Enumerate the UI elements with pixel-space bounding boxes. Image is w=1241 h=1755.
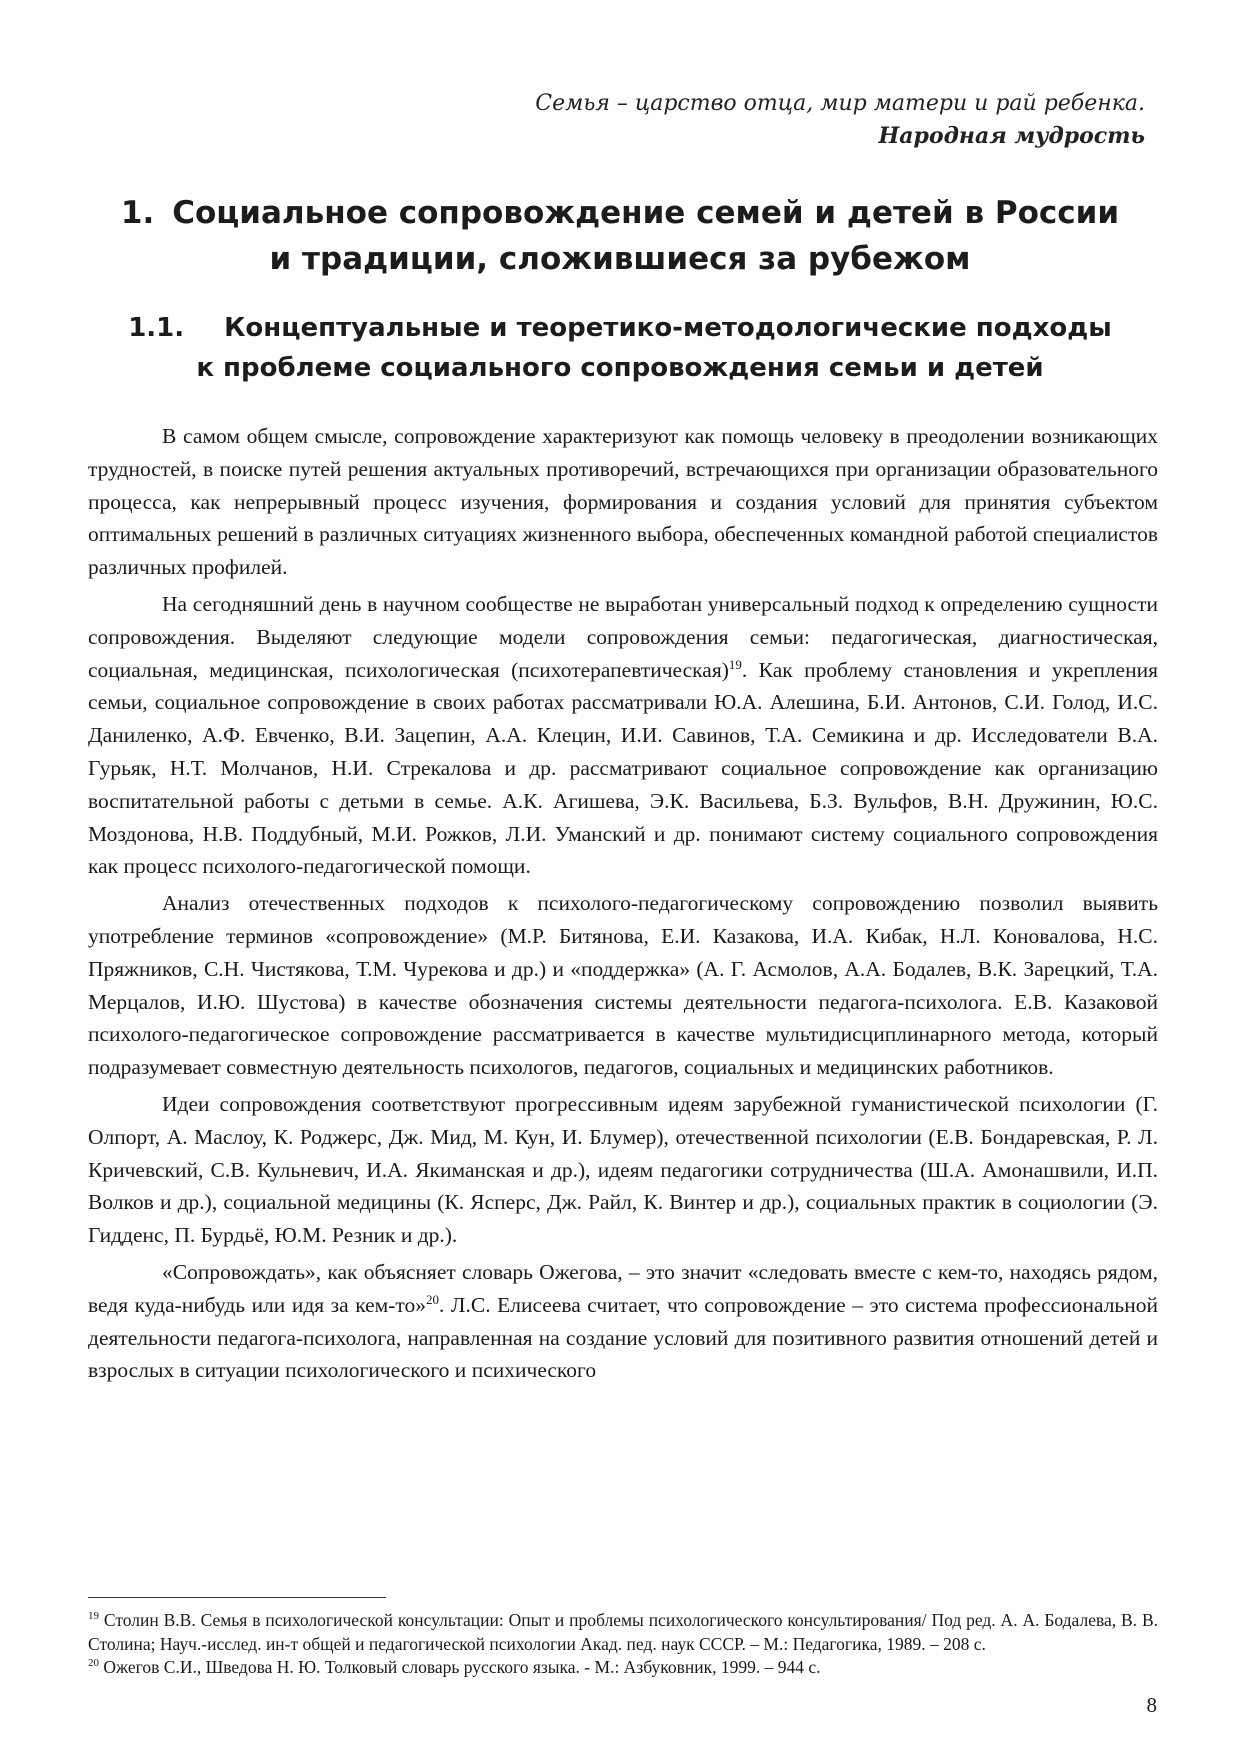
epigraph-quote: Семья – царство отца, мир матери и рай ребенка.	[535, 91, 1145, 116]
paragraph-5-text-a: «Сопровождать», как объясняет словарь Ожегова, – это значит «следовать вместе с кем-то, находясь рядом, ведя куда-нибудь или идя за кем-то»	[88, 1259, 1158, 1317]
epigraph-source: Народная мудрость	[878, 123, 1145, 149]
paragraph-5	[88, 1256, 1158, 1387]
paragraph-2-text-b: . Как проблему становления и укрепления семьи, социальное сопровождение в своих работах рассматривали Ю.А. Алешина, Б.И. Антонов, С.И. Голод, И.С. Даниленко, А.Ф. Евченко, В.И. Зацепин, А.А. Клецин, И.И. Савинов, Т.А. Семикина и др. Исследователи В.А. Гурьяк, Н.Т. Молчанов, Н.И. Стрекалова и др. рассматривают социальное сопровождение как организацию воспитательной работы с детьми в семье. А.К. Агишева, Э.К. Васильева, Б.З. Вульфов, В.Н. Дружинин, Ю.С. Моздонова, Н.В. Поддубный, М.И. Рожков, Л.И. Уманский и др. понимают систему социального сопровождения как процесс психолого-педагогической помощи.	[88, 657, 1158, 879]
chapter-title	[80, 190, 1160, 282]
footnote-20-mark: 20	[88, 1657, 99, 1670]
footnote-19-text: Столин В.В. Семья в психологической консультации: Опыт и проблемы психологического консультирования/ Под ред. А. А. Бодалева, В. В. Столина; Науч.-исслед. ин-т общей и педагогической психологии Акад. пед. наук СССР. – М.: Педагогика, 1989. – 208 с.	[88, 1610, 1158, 1654]
body-text	[88, 420, 1158, 1387]
paragraph-4: Идеи сопровождения соответствуют прогрессивным идеям зарубежной гуманистической психологии (Г. Олпорт, А. Маслоу, К. Роджерс, Дж. Мид, М. Кун, И. Блумер), отечественной психологии (Е.В. Бондаревская, Р. Л. Кричевский, С.В. Кульневич, И.А. Якиманская и др.), идеям педагогики сотрудничества (Ш.А. Амонашвили, И.П. Волков и др.), социальной медицины (К. Ясперс, Дж. Райл, К. Винтер и др.), социальных практик в социологии (Э. Гидденс, П. Бурдьё, Ю.М. Резник и др.).	[88, 1091, 1158, 1248]
section-title-line2: к проблеме социального сопровождения семьи и детей	[196, 353, 1044, 383]
footnote-19	[88, 1609, 1158, 1656]
paragraph-5-text-b: . Л.С. Елисеева считает, что сопровождение – это система профессиональной деятельности педагога-психолога, направленная на создание условий для позитивного развития отношений детей и взрослых в ситуации психологического и психического	[88, 1292, 1158, 1383]
chapter-title-line1: Социальное сопровождение семей и детей в России	[172, 195, 1120, 231]
chapter-number: 1.	[120, 195, 155, 231]
footnote-19-mark: 19	[88, 1610, 99, 1623]
page-number: 8	[1146, 1693, 1157, 1717]
footnote-ref-19[interactable]: 19	[728, 656, 742, 672]
footnotes	[88, 1609, 1158, 1680]
paragraph-2-text-a: На сегодняшний день в научном сообществе не выработан универсальный подход к определению сущности сопровождения. Выделяют следующие модели сопровождения семьи: педагогическая, диагностическая, социальная, медицинская, психологическая (психотерапевтическая)	[88, 591, 1158, 682]
section-title	[120, 308, 1120, 388]
footnote-divider	[88, 1597, 386, 1598]
paragraph-1: В самом общем смысле, сопровождение характеризуют как помощь человеку в преодолении возникающих трудностей, в поиске путей решения актуальных противоречий, встречающихся при организации образовательного процесса, как непрерывный процесс изучения, формирования и создания условий для принятия субъектом оптимальных решений в различных ситуациях жизненного выбора, обеспеченных командной работой специалистов различных профилей.	[88, 424, 1158, 580]
paragraph-2	[88, 588, 1158, 883]
footnote-ref-20[interactable]: 20	[426, 1291, 440, 1307]
epigraph	[535, 88, 1145, 152]
section-number: 1.1.	[128, 313, 185, 343]
footnote-20	[88, 1656, 1158, 1680]
footnote-20-text: Ожегов С.И., Шведова Н. Ю. Толковый словарь русского языка. - М.: Азбуковник, 1999. – 944 с.	[99, 1657, 821, 1677]
paragraph-3: Анализ отечественных подходов к психолого-педагогическому сопровождению позволил выявить употребление терминов «сопровождение» (М.Р. Битянова, Е.И. Казакова, И.А. Кибак, Н.Л. Коновалова, Н.С. Пряжников, С.Н. Чистякова, Т.М. Чурекова и др.) и «поддержка» (А. Г. Асмолов, А.А. Бодалев, В.К. Зарецкий, Т.А. Мерцалов, И.Ю. Шустова) в качестве обозначения системы деятельности педагога-психолога. Е.В. Казаковой психолого-педагогическое сопровождение рассматривается в качестве мультидисциплинарного метода, который подразумевает совместную деятельность психологов, педагогов, социальных и медицинских работников.	[88, 891, 1158, 1080]
section-title-line1: Концептуальные и теоретико-методологические подходы	[224, 313, 1112, 343]
chapter-title-line2: и традиции, сложившиеся за рубежом	[269, 241, 971, 277]
